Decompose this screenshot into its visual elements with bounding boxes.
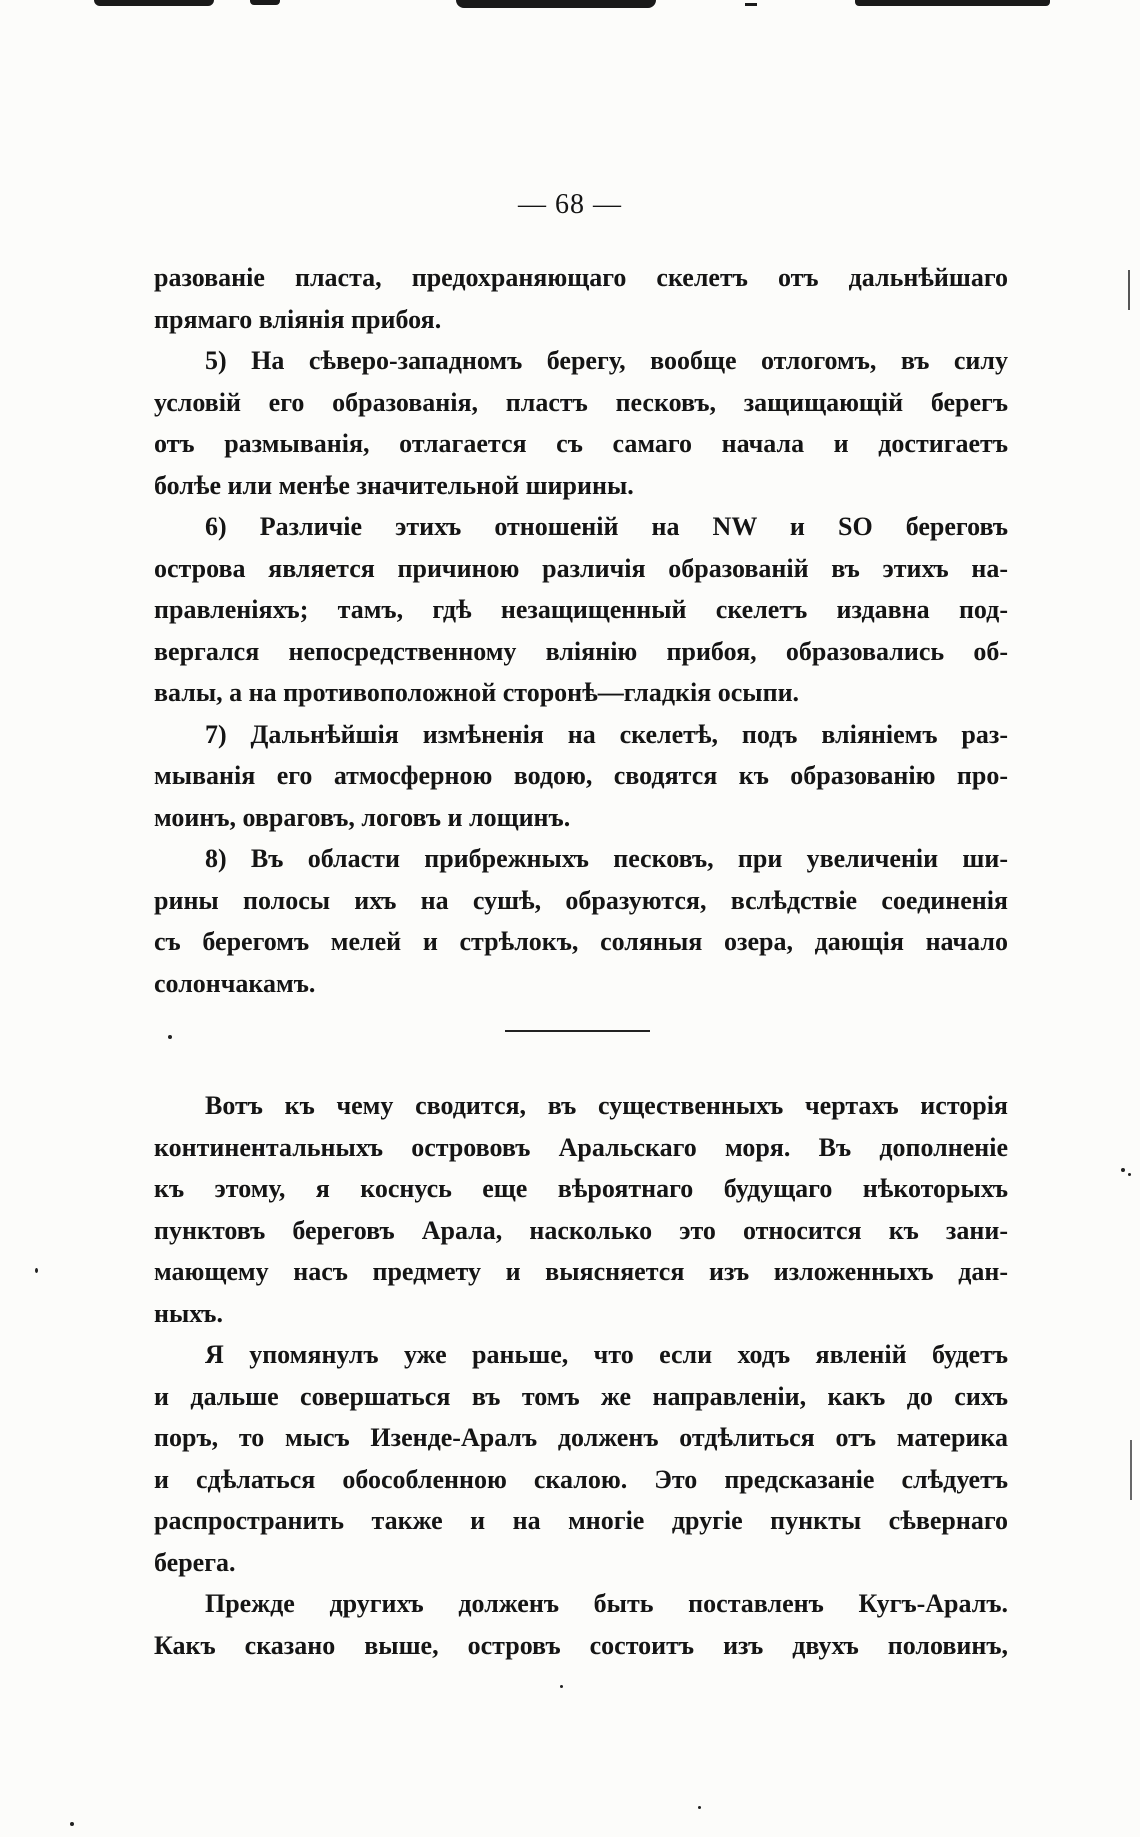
text-line: 5) На сѣверо-западномъ берегу, вообще отлогомъ, въ силу xyxy=(205,346,1008,375)
section-divider xyxy=(505,1030,650,1032)
text-line: поръ, то мысъ Изенде-Аралъ долженъ отдѣлиться отъ материка xyxy=(154,1423,1008,1452)
text-line: мыванія его атмосферною водою, сводятся къ образованію про- xyxy=(154,761,1008,790)
text-line: разованіе пласта, предохраняющаго скелетъ отъ дальнѣйшаго xyxy=(154,263,1008,292)
scan-artifact xyxy=(1128,270,1130,310)
text-line: распространить также и на многіе другіе пункты сѣвернаго xyxy=(154,1506,1008,1535)
text-line: Я упомянулъ уже раньше, что если ходъ явленій будетъ xyxy=(205,1340,1008,1369)
text-line: правленіяхъ; тамъ, гдѣ незащищенный скелетъ издавна под- xyxy=(154,595,1008,624)
text-line: мающему насъ предмету и выясняется изъ изложенныхъ дан- xyxy=(154,1257,1008,1286)
text-line: болѣе или менѣе значительной ширины. xyxy=(154,470,634,500)
text-block-upper xyxy=(154,257,1008,1004)
text-line: Какъ сказано выше, островъ состоитъ изъ двухъ половинъ, xyxy=(154,1630,1008,1660)
text-line: прямаго вліянія прибоя. xyxy=(154,304,442,334)
text-line: Прежде другихъ долженъ быть поставленъ Кугъ-Аралъ. xyxy=(205,1589,1008,1618)
text-line: валы, а на противоположной сторонѣ—гладкія осыпи. xyxy=(154,678,800,707)
scan-artifact xyxy=(1121,1168,1125,1172)
text-line: моинъ, овраговъ, логовъ и лощинъ. xyxy=(154,802,571,832)
scan-artifact xyxy=(250,0,280,5)
scan-artifact xyxy=(94,0,214,6)
text-line: пунктовъ береговъ Арала, насколько это относится къ зани- xyxy=(154,1215,1008,1245)
scan-artifact xyxy=(35,1268,38,1273)
text-line: къ этому, я коснусь еще вѣроятнаго будущаго нѣкоторыхъ xyxy=(154,1174,1008,1203)
text-line: Вотъ къ чему сводится, въ существенныхъ чертахъ исторія xyxy=(205,1091,1008,1120)
text-block-lower xyxy=(154,1085,1008,1666)
text-line: 7) Дальнѣйшія измѣненія на скелетѣ, подъ вліяніемъ раз- xyxy=(205,719,1008,749)
scan-artifact xyxy=(1130,1440,1132,1500)
text-line: съ берегомъ мелей и стрѣлокъ, соляныя озера, дающія начало xyxy=(154,927,1008,956)
text-line: рины полосы ихъ на сушѣ, образуются, вслѣдствіе соединенія xyxy=(154,885,1008,915)
scan-artifact xyxy=(168,1035,172,1039)
text-line: острова является причиною различія образованій въ этихъ на- xyxy=(154,553,1008,583)
text-line: вергался непосредственному вліянію прибоя, образовались об- xyxy=(154,636,1008,666)
text-line: условій его образованія, пластъ песковъ, защищающій берегъ xyxy=(154,387,1008,417)
text-line: солончакамъ. xyxy=(154,968,316,998)
scan-artifact xyxy=(698,1806,701,1809)
text-line: и дальше совершаться въ томъ же направленіи, какъ до сихъ xyxy=(154,1381,1008,1411)
scan-artifact xyxy=(1128,1173,1131,1176)
scan-artifact xyxy=(456,0,656,8)
text-line: отъ размыванія, отлагается съ самаго начала и достигаетъ xyxy=(154,429,1008,458)
text-line: 6) Различіе этихъ отношеній на NW и SO береговъ xyxy=(205,512,1008,541)
scan-artifact xyxy=(560,1685,563,1688)
text-line: берега. xyxy=(154,1547,236,1577)
scan-artifact xyxy=(745,3,757,6)
text-line: 8) Въ области прибрежныхъ песковъ, при увеличеніи ши- xyxy=(205,844,1008,873)
text-line: и сдѣлаться обособленною скалою. Это предсказаніе слѣдуетъ xyxy=(154,1464,1008,1494)
scan-artifact xyxy=(70,1822,74,1826)
scan-artifact xyxy=(855,0,1050,6)
text-line: ныхъ. xyxy=(154,1298,223,1328)
page-number: — 68 — xyxy=(518,189,622,220)
text-line: континентальныхъ острововъ Аральскаго моря. Въ дополненіе xyxy=(154,1132,1008,1162)
